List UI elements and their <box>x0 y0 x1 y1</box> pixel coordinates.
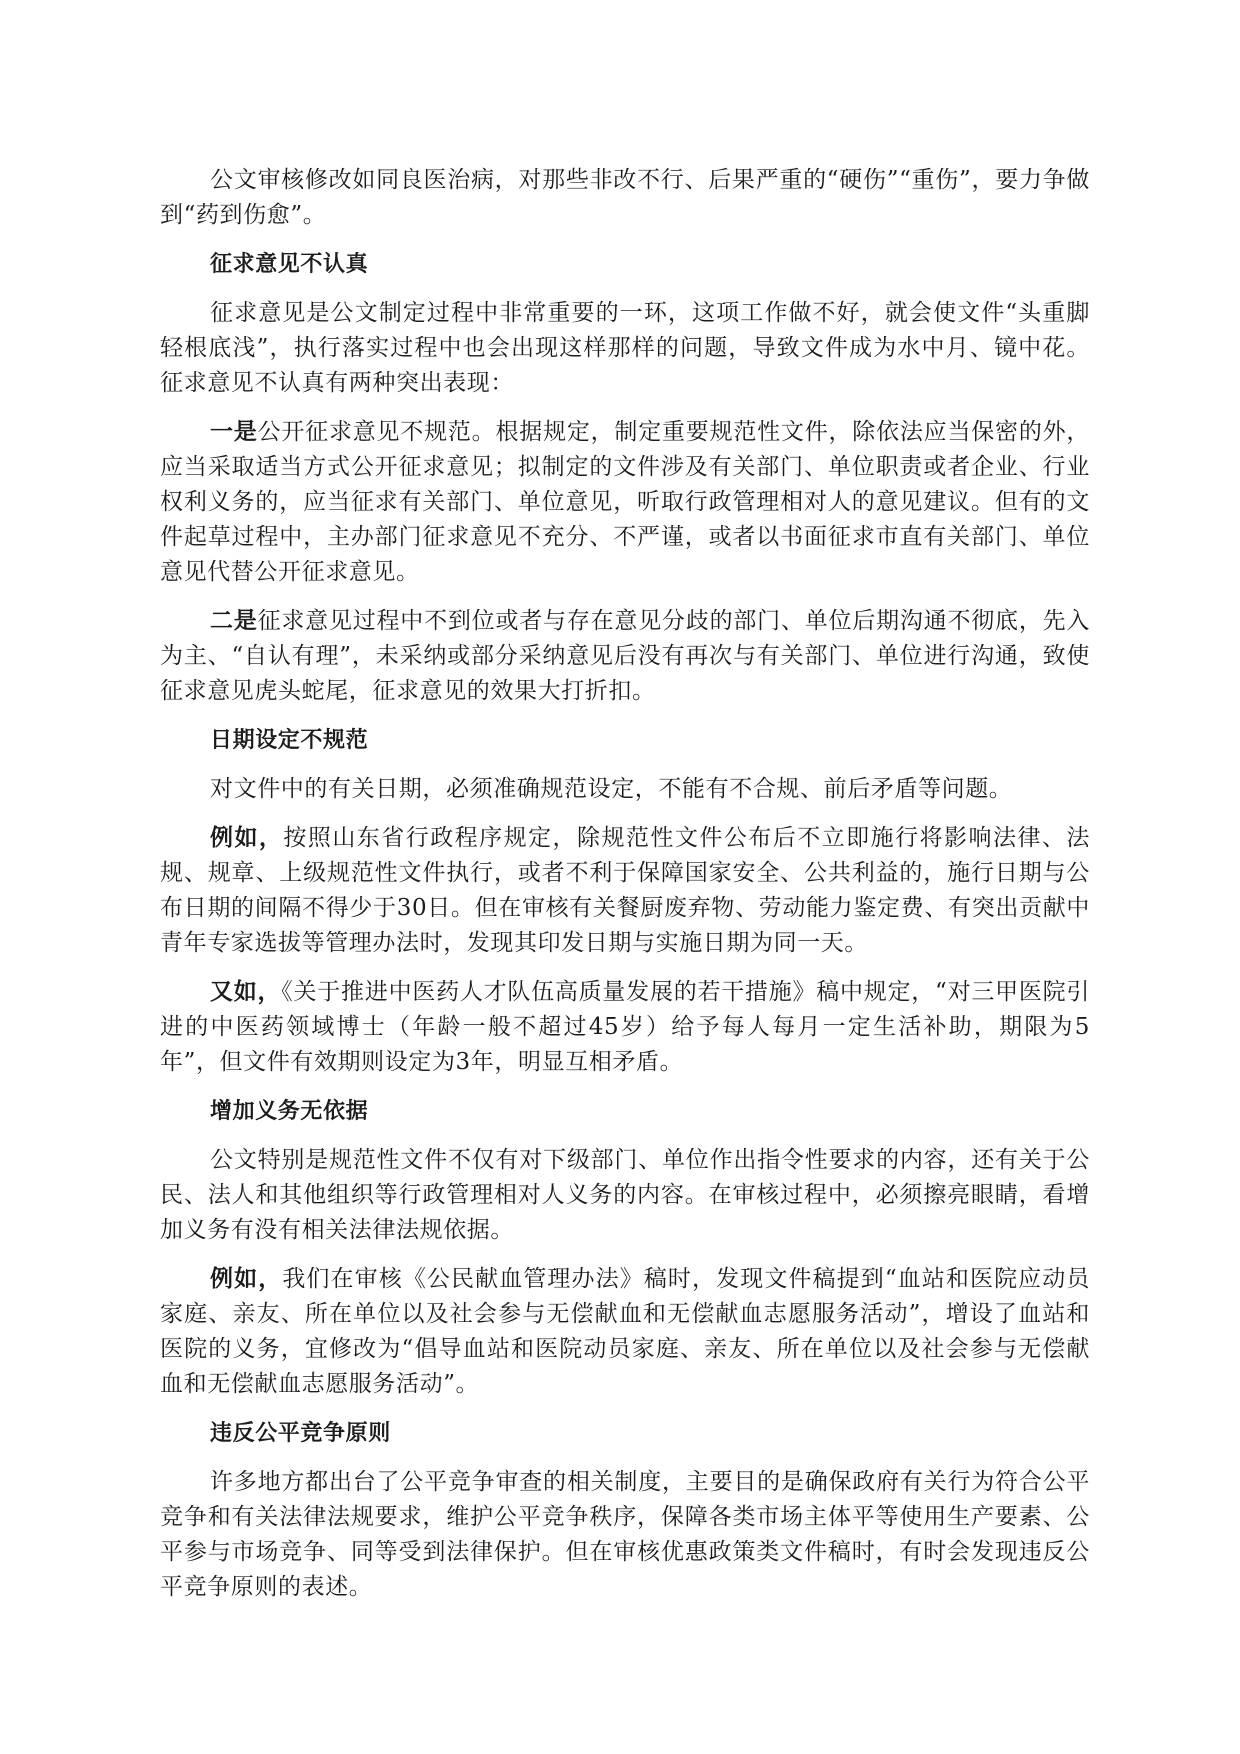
paragraph-text: 征求意见过程中不到位或者与存在意见分歧的部门、单位后期沟通不彻底，先入为主、“自认有理”，未采纳或部分采纳意见后没有再次与有关部门、单位进行沟通，致使征求意见虎头蛇尾，征求意见的效果大打折扣。 <box>160 608 1090 704</box>
lead-phrase: 又如， <box>210 979 282 1005</box>
paragraph-dates-example-one <box>160 821 1090 961</box>
paragraph-obligations-example <box>160 1262 1090 1402</box>
lead-phrase: 一是 <box>210 419 258 445</box>
lead-phrase: 例如， <box>210 1266 283 1292</box>
paragraph-obligations-overview: 公文特别是规范性文件不仅有对下级部门、单位作出指令性要求的内容，还有关于公民、法人和其他组织等行政管理相对人义务的内容。在审核过程中，必须擦亮眼睛，看增加义务有没有相关法律法规依据。 <box>160 1147 1090 1243</box>
paragraph-text: 《关于推进中医药人才队伍高质量发展的若干措施》稿中规定，“对三甲医院引进的中医药领域博士（年龄一般不超过45岁）给予每人每月一定生活补助，期限为5年”，但文件有效期则设定为3年，明显互相矛盾。 <box>160 979 1090 1075</box>
paragraph-text: 公开征求意见不规范。根据规定，制定重要规范性文件，除依法应当保密的外，应当采取适当方式公开征求意见；拟制定的文件涉及有关部门、单位职责或者企业、行业权利义务的，应当征求有关部门、单位意见，听取行政管理相对人的意见建议。但有的文件起草过程中，主办部门征求意见不充分、不严谨，或者以书面征求市直有关部门、单位意见代替公开征求意见。 <box>160 419 1090 585</box>
paragraph-consultation-point-one <box>160 415 1090 590</box>
section-heading-obligations: 增加义务无依据 <box>210 1099 369 1124</box>
section-heading-dates: 日期设定不规范 <box>210 728 369 753</box>
paragraph-consultation-point-two <box>160 604 1090 709</box>
section-heading-competition: 违反公平竞争原则 <box>210 1421 391 1446</box>
paragraph-consultation-overview: 征求意见是公文制定过程中非常重要的一环，这项工作做不好，就会使文件“头重脚轻根底浅”，执行落实过程中也会出现这样那样的问题，导致文件成为水中月、镜中花。征求意见不认真有两种突出表现： <box>160 300 1090 396</box>
section-heading-consultation: 征求意见不认真 <box>210 252 369 277</box>
paragraph-dates-example-two <box>160 975 1090 1080</box>
document-body <box>160 163 1090 1619</box>
paragraph-competition-overview: 许多地方都出台了公平竞争审查的相关制度，主要目的是确保政府有关行为符合公平竞争和有关法律法规要求，维护公平竞争秩序，保障各类市场主体平等使用生产要素、公平参与市场竞争、同等受到法律保护。但在审核优惠政策类文件稿时，有时会发现违反公平竞争原则的表述。 <box>160 1469 1090 1600</box>
paragraph-text: 我们在审核《公民献血管理办法》稿时，发现文件稿提到“血站和医院应动员家庭、亲友、所在单位以及社会参与无偿献血和无偿献血志愿服务活动”，增设了血站和医院的义务，宜修改为“倡导血站和医院动员家庭、亲友、所在单位以及社会参与无偿献血和无偿献血志愿服务活动”。 <box>160 1266 1090 1397</box>
lead-phrase: 例如， <box>210 825 284 851</box>
paragraph-intro: 公文审核修改如同良医治病，对那些非改不行、后果严重的“硬伤”“重伤”，要力争做到“药到伤愈”。 <box>160 167 1090 228</box>
paragraph-text: 按照山东省行政程序规定，除规范性文件公布后不立即施行将影响法律、法规、规章、上级规范性文件执行，或者不利于保障国家安全、公共利益的，施行日期与公布日期的间隔不得少于30日。但在审核有关餐厨废弃物、劳动能力鉴定费、有突出贡献中青年专家选拔等管理办法时，发现其印发日期与实施日期为同一天。 <box>160 825 1090 956</box>
paragraph-dates-overview: 对文件中的有关日期，必须准确规范设定，不能有不合规、前后矛盾等问题。 <box>210 776 1013 802</box>
lead-phrase: 二是 <box>210 608 258 634</box>
